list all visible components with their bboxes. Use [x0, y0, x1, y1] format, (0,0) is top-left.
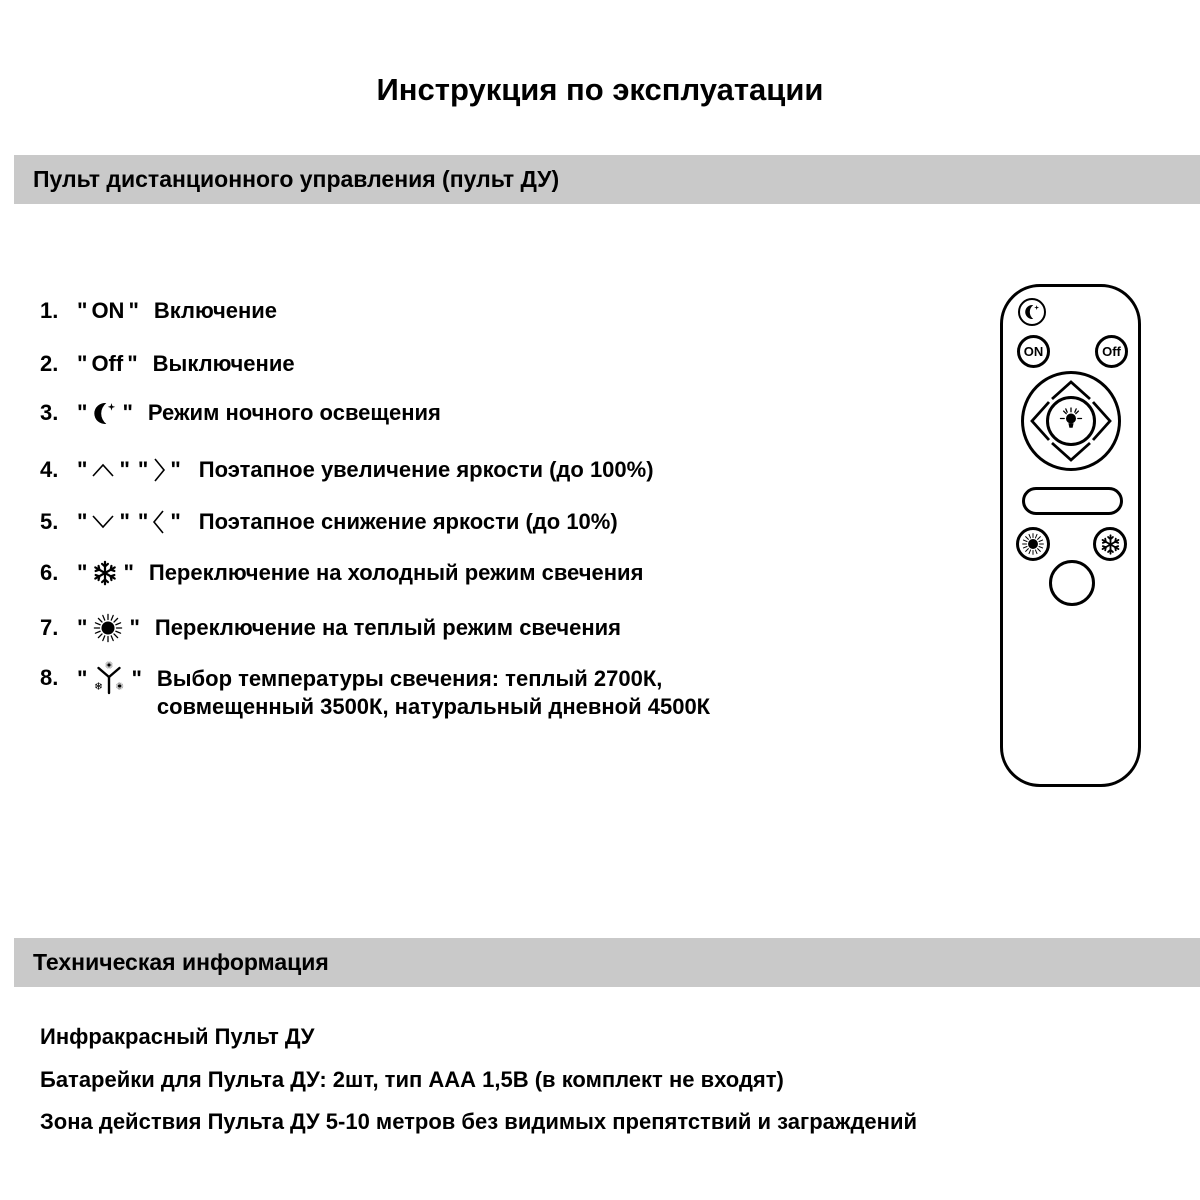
warm-mode-button [1016, 527, 1050, 561]
quote-mark: " [77, 560, 88, 585]
cold-mode-button [1093, 527, 1127, 561]
instruction-item-3 [40, 395, 441, 431]
quote-mark: " [119, 509, 130, 534]
mode-pill-button [1022, 487, 1123, 515]
warm-sun-icon [1020, 531, 1046, 557]
quote-mark: " [77, 615, 88, 640]
night-mode-button [1018, 298, 1046, 326]
quote-mark: " [77, 400, 88, 425]
extra-round-button [1049, 560, 1095, 606]
item-description: Выключение [152, 351, 295, 376]
quote-mark: " [129, 615, 140, 640]
item-number: 6. [40, 560, 59, 585]
item-number: 3. [40, 400, 59, 425]
chevron-left-icon [152, 509, 166, 535]
item-number: 2. [40, 351, 59, 376]
item-number: 1. [40, 298, 59, 323]
instruction-item-8 [40, 665, 710, 721]
chevron-up-icon [91, 461, 115, 479]
item-number: 5. [40, 509, 59, 534]
section-header-tech [14, 938, 1200, 987]
on-button-label: ON [1023, 344, 1044, 359]
off-button-label: Off [1102, 344, 1121, 359]
instruction-item-6 [40, 555, 643, 591]
item-description: Поэтапное снижение яркости (до 10%) [198, 509, 618, 534]
chevron-down-icon [91, 513, 115, 531]
quote-mark: " [170, 509, 181, 534]
moon-star-icon [91, 400, 118, 427]
tech-info-line: Инфракрасный Пульт ДУ [40, 1024, 315, 1049]
snowflake-icon [91, 559, 119, 587]
item-description-line-2: совмещенный 3500К, натуральный дневной 4500К [156, 694, 711, 719]
quote-mark: " [77, 298, 88, 323]
instruction-item-5 [40, 504, 618, 540]
instruction-item-4 [40, 452, 654, 488]
item-description: Включение [153, 298, 278, 323]
quote-mark: " [77, 351, 88, 376]
item-number: 4. [40, 457, 59, 482]
tech-info-line: Зона действия Пульта ДУ 5-10 метров без видимых препятствий и заграждений [40, 1109, 918, 1134]
section-header-remote [14, 155, 1200, 204]
chevron-right-icon [152, 457, 166, 483]
item-description [157, 665, 710, 721]
page-title: Инструкция по эксплуатации [376, 72, 824, 107]
item-number: 8. [40, 665, 59, 690]
quote-mark: " [123, 560, 134, 585]
moon-star-icon [1023, 303, 1041, 321]
item-description: Поэтапное увеличение яркости (до 100%) [198, 457, 654, 482]
quote-mark: " [77, 509, 88, 534]
instruction-item-2 [40, 346, 295, 382]
quote-mark: " [137, 457, 149, 482]
dpad-brightness-control [1020, 370, 1122, 472]
section-header-tech-label: Техническая информация [33, 949, 329, 975]
quote-mark: " [128, 298, 139, 323]
warm-sun-icon [91, 611, 125, 645]
quote-mark: " [131, 666, 142, 691]
item-description: Режим ночного освещения [147, 400, 441, 425]
quote-mark: " [119, 457, 130, 482]
item-description: Переключение на холодный режим свечения [148, 560, 644, 585]
item-description-line-1: Выбор температуры свечения: теплый 2700К, [156, 666, 663, 691]
item-number: 7. [40, 615, 59, 640]
quote-mark: " [77, 666, 88, 691]
button-symbol-on: ON [91, 298, 125, 323]
instruction-item-7 [40, 610, 621, 646]
snowflake-icon [1099, 533, 1122, 556]
on-button [1017, 335, 1050, 368]
button-symbol-off: Off [91, 351, 124, 376]
remote-control-illustration [1000, 284, 1141, 787]
quote-mark: " [77, 457, 88, 482]
instruction-item-1 [40, 293, 277, 329]
quote-mark: " [137, 509, 149, 534]
quote-mark: " [170, 457, 181, 482]
tech-info-line: Батарейки для Пульта ДУ: 2шт, тип ААА 1,5В (в комплект не входят) [40, 1067, 784, 1092]
quote-mark: " [127, 351, 138, 376]
item-description: Переключение на теплый режим свечения [154, 615, 622, 640]
quote-mark: " [122, 400, 133, 425]
off-button [1095, 335, 1128, 368]
section-header-remote-label: Пульт дистанционного управления (пульт ДУ) [33, 166, 560, 192]
color-temperature-icon [91, 661, 127, 697]
